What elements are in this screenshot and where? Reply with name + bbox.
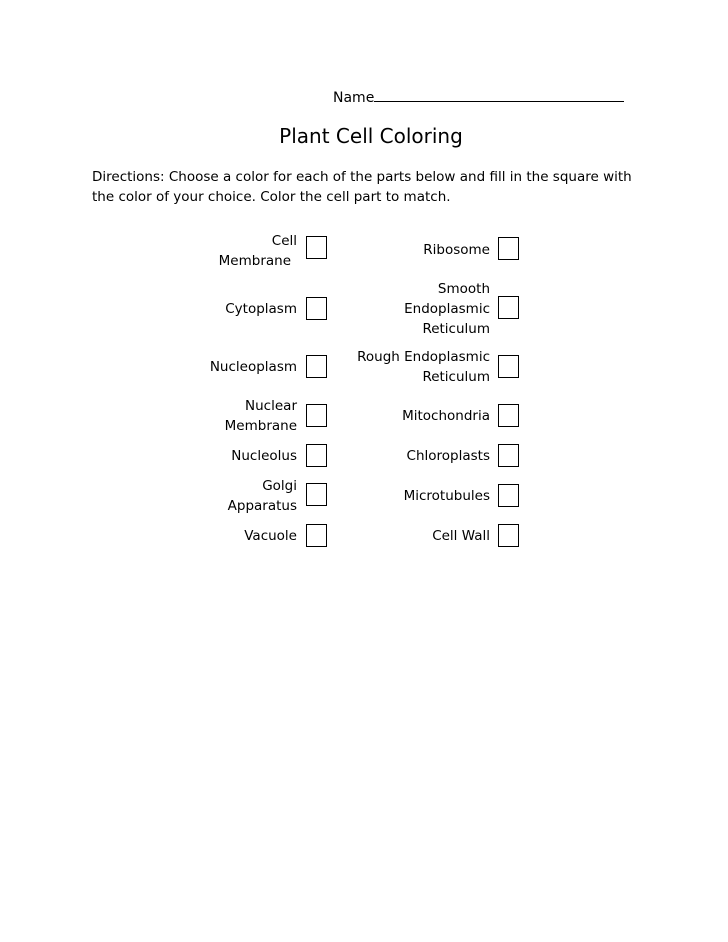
- label-rough-er: [357, 347, 490, 387]
- label-cytoplasm: [225, 299, 297, 319]
- label-line: Ribosome: [423, 242, 490, 258]
- label-line: Cell Wall: [432, 528, 490, 544]
- label-microtubules: [404, 486, 490, 506]
- label-smooth-er: [404, 279, 490, 339]
- label-nucleoplasm: [210, 357, 297, 377]
- label-line: Reticulum: [422, 369, 490, 385]
- label-line: Apparatus: [227, 498, 297, 514]
- label-line: Cytoplasm: [225, 301, 297, 317]
- color-box-nuclear-membrane[interactable]: [306, 404, 327, 427]
- color-box-rough-er[interactable]: [498, 355, 519, 378]
- label-line: Smooth: [437, 281, 490, 297]
- color-box-ribosome[interactable]: [498, 237, 519, 260]
- name-label: Name: [333, 90, 375, 106]
- label-nucleolus: [231, 446, 297, 466]
- label-line: Nucleoplasm: [209, 359, 297, 375]
- color-box-smooth-er[interactable]: [498, 296, 519, 319]
- label-line: Nucleolus: [231, 448, 297, 464]
- label-line: Microtubules: [403, 488, 490, 504]
- color-box-nucleolus[interactable]: [306, 444, 327, 467]
- name-field[interactable]: [333, 87, 624, 106]
- label-line: Endoplasmic: [404, 301, 490, 317]
- label-line: Membrane: [224, 418, 297, 434]
- name-underline[interactable]: [374, 87, 624, 102]
- label-golgi-apparatus: [228, 476, 297, 516]
- label-cell-membrane: [219, 231, 297, 271]
- label-line: Rough Endoplasmic: [357, 349, 490, 365]
- label-vacuole: [244, 526, 297, 546]
- label-line: Golgi: [262, 478, 297, 494]
- label-nuclear-membrane: [225, 396, 297, 436]
- color-box-golgi-apparatus[interactable]: [306, 483, 327, 506]
- label-cell-wall: [432, 526, 490, 546]
- color-box-nucleoplasm[interactable]: [306, 355, 327, 378]
- color-box-cytoplasm[interactable]: [306, 297, 327, 320]
- label-mitochondria: [402, 406, 490, 426]
- color-box-cell-membrane[interactable]: [306, 236, 327, 259]
- label-line: Reticulum: [422, 321, 490, 337]
- label-line: Cell: [271, 233, 297, 249]
- color-box-chloroplasts[interactable]: [498, 444, 519, 467]
- color-box-mitochondria[interactable]: [498, 404, 519, 427]
- label-line: Mitochondria: [402, 408, 490, 424]
- label-line: Vacuole: [244, 528, 297, 544]
- color-box-vacuole[interactable]: [306, 524, 327, 547]
- label-chloroplasts: [407, 446, 490, 466]
- directions-text: Directions: Choose a color for each of the parts below and fill in the square with the color of your choice. Color the cell part to match.: [92, 169, 632, 205]
- label-line: Chloroplasts: [406, 448, 490, 464]
- label-ribosome: [423, 240, 490, 260]
- label-line: Membrane: [218, 253, 291, 269]
- color-box-cell-wall[interactable]: [498, 524, 519, 547]
- color-box-microtubules[interactable]: [498, 484, 519, 507]
- label-line: Nuclear: [245, 398, 297, 414]
- page-title: Plant Cell Coloring: [279, 124, 463, 148]
